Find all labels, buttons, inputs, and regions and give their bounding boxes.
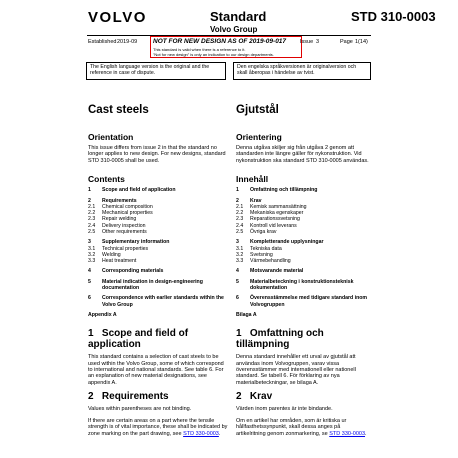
toc-entry-label: Svetsning	[250, 251, 273, 258]
toc-entry-number: 2.1	[236, 203, 244, 210]
section-2-text1-sv: Värden inom parentes är inte bindande.	[236, 406, 333, 413]
toc-entry-number: 2.3	[88, 216, 96, 223]
title-en: Cast steels	[88, 104, 149, 116]
toc-entry	[236, 187, 371, 193]
toc-entry-label: Chemical composition	[102, 203, 153, 210]
notice-line-1: This standard is valid when there is a reference to it.	[153, 47, 246, 52]
toc-entry-label: Kompletterande upplysningar	[250, 239, 324, 246]
toc-entry-label: Övriga krav	[250, 229, 277, 235]
toc-entry	[88, 258, 228, 264]
toc-entry-label: Värmebehandling	[250, 258, 291, 265]
toc-entry-label: Krav	[250, 197, 262, 204]
toc-entry-number: 2.5	[236, 229, 244, 235]
section-2-text1-en: Values within parentheses are not binding.	[88, 406, 192, 413]
table-of-contents-en	[88, 187, 228, 308]
section-1-heading-sv: 1 Omfattning och tillämpning	[236, 328, 324, 351]
toc-entry-number: 5	[88, 278, 91, 285]
toc-entry-label: Heat treatment	[102, 258, 137, 265]
toc-entry-number: 3.3	[236, 258, 244, 265]
contents-heading-en: Contents	[88, 174, 125, 185]
established-label: Established	[88, 39, 117, 45]
swedish-column	[236, 104, 371, 437]
issue-value: 3	[316, 39, 320, 45]
toc-entry-label: Correspondence with earlier standards within the Volvo Group	[102, 295, 224, 308]
section-1-text-en: This standard contains a selection of cast steels to be used within the Volvo Group, some of which correspond to international and national standards. See table 6. For an explanation of new material designations, see appendix A.	[88, 354, 224, 386]
document-type: Standard	[210, 9, 267, 24]
toc-entry-number: 2.4	[88, 222, 96, 229]
toc-entry	[88, 268, 228, 274]
toc-entry-number: 3.2	[236, 251, 244, 258]
toc-entry-label: Mekaniska egenskaper	[250, 210, 304, 217]
toc-entry-number: 3.1	[236, 245, 244, 252]
toc-entry-number: 5	[236, 278, 239, 285]
toc-entry-number: 4	[88, 268, 91, 275]
toc-entry	[88, 295, 228, 308]
title-sv: Gjutstål	[236, 104, 279, 116]
section-2-heading-en: 2 Requirements	[88, 391, 169, 403]
toc-entry-label: Scope and field of application	[102, 187, 176, 194]
std-330-0003-link-en[interactable]: STD 330-0003	[183, 430, 219, 437]
page-label: Page	[340, 39, 353, 45]
toc-entry-number: 3.2	[88, 251, 96, 258]
toc-entry-label: Överensstämmelse med tidigare standard inom Volvogruppen	[250, 295, 368, 308]
notice-main: NOT FOR NEW DESIGN AS OF 2019-09-017	[153, 38, 287, 45]
appendix-sv: Bilaga A	[236, 311, 257, 318]
toc-entry-number: 1	[88, 187, 91, 194]
standard-number: STD 310-0003	[351, 9, 436, 24]
toc-entry-label: Technical properties	[102, 245, 149, 252]
toc-entry	[88, 229, 228, 235]
toc-entry-label: Motsvarande material	[250, 268, 304, 275]
page-value: 1(14)	[355, 39, 368, 45]
toc-entry-label: Material indication in design-engineering documentation	[102, 278, 203, 292]
section-2-heading-sv: 2 Krav	[236, 391, 273, 403]
toc-entry-number: 6	[88, 295, 91, 302]
language-note-sv: Den engelska språkversionen är originalversion och skall åberopas i händelse av tvist.	[233, 62, 371, 80]
toc-entry-number: 6	[236, 295, 239, 302]
toc-entry	[236, 279, 371, 292]
toc-entry-label: Omfattning och tillämpning	[250, 187, 318, 194]
toc-entry-number: 4	[236, 268, 239, 275]
document-owner: Volvo Group	[210, 25, 258, 34]
section-2-text2-en: If there are certain areas on a part where the tensile strength is of vital importance, these shall be indicated by zone marking on the part drawing, see STD 330-0003.	[88, 417, 228, 437]
toc-entry-label: Materialbeteckning i konstruktionsteknisk dokumentation	[250, 278, 354, 292]
toc-entry-number: 3	[236, 239, 239, 246]
language-note-en: The English language version is the original and the reference in case of dispute.	[86, 62, 226, 80]
toc-entry-label: Other requirements	[102, 229, 147, 235]
notice-line-2: "Not for new design" is only an indication to our design departments.	[153, 52, 274, 57]
toc-entry-number: 2.1	[88, 203, 96, 210]
toc-entry-number: 2.5	[88, 229, 96, 235]
orientation-text-sv: Denna utgåva skiljer sig från utgåva 2 genom att standarden inte längre gäller för nykonstruktion. Vid nykonstruktion ska standard STD 310-0005 användas.	[236, 145, 369, 164]
toc-entry	[236, 229, 371, 235]
toc-entry-label: Delivery inspection	[102, 222, 146, 229]
toc-entry-label: Tekniska data	[250, 245, 282, 252]
issue-label: Issue	[300, 39, 314, 45]
not-for-new-design-notice	[150, 36, 302, 58]
established-value: 2019-09	[117, 39, 138, 45]
section-2-text2-sv: Om en artikel har områden, som är kritiska ur hållfasthetssynpunkt, skall dessa anges på artikelritning genom zonmarkering, se STD 330-0003.	[236, 417, 367, 437]
section-1-heading-en: 1 Scope and field of application	[88, 328, 189, 351]
toc-entry	[88, 187, 228, 193]
orientation-heading-en: Orientation	[88, 132, 134, 142]
toc-entry-label: Repair welding	[102, 216, 137, 223]
toc-entry-label: Mechanical properties	[102, 210, 153, 217]
toc-entry-label: Kontroll vid leverans	[250, 222, 297, 229]
toc-entry-label: Welding	[102, 251, 121, 258]
appendix-en: Appendix A	[88, 311, 117, 318]
toc-entry-number: 3.1	[88, 245, 96, 252]
toc-entry	[236, 258, 371, 264]
toc-entry-number: 2.4	[236, 222, 244, 229]
toc-entry	[236, 295, 371, 308]
orientation-text-en: This issue differs from issue 2 in that the standard no longer applies to new design. For new designs, standard STD 310-0005 shall be used.	[88, 145, 226, 164]
toc-entry-label: Corresponding materials	[102, 268, 164, 275]
orientation-heading-sv: Orientering	[236, 132, 282, 142]
toc-entry-number: 2.2	[236, 210, 244, 217]
toc-entry	[88, 279, 228, 292]
toc-entry-label: Requirements	[102, 197, 137, 204]
toc-entry-number: 3.3	[88, 258, 96, 265]
std-330-0003-link-sv[interactable]: STD 330-0003	[329, 430, 366, 437]
volvo-logo: VOLVO	[88, 9, 147, 26]
toc-entry-number: 2	[88, 197, 91, 204]
english-column	[88, 104, 228, 437]
toc-entry-number: 1	[236, 187, 239, 194]
section-1-text-sv: Denna standard innehåller ett urval av gjutstål att användas inom Volvogruppen, varav vissa överensstämmer med internationell eller nationell standard. Se tabell 6. För förklaring av nya materialbeteckningar, se bilaga A.	[236, 354, 356, 386]
toc-entry-number: 2.3	[236, 216, 244, 223]
table-of-contents-sv	[236, 187, 371, 308]
toc-entry-label: Supplementary information	[102, 239, 170, 246]
toc-entry-label: Kemisk sammansättning	[250, 203, 307, 210]
toc-entry-number: 2	[236, 197, 239, 204]
toc-entry-label: Reparationssvetsning	[250, 216, 300, 223]
contents-heading-sv: Innehåll	[236, 174, 269, 185]
toc-entry-number: 3	[88, 239, 91, 246]
toc-entry	[236, 268, 371, 274]
toc-entry-number: 2.2	[88, 210, 96, 217]
